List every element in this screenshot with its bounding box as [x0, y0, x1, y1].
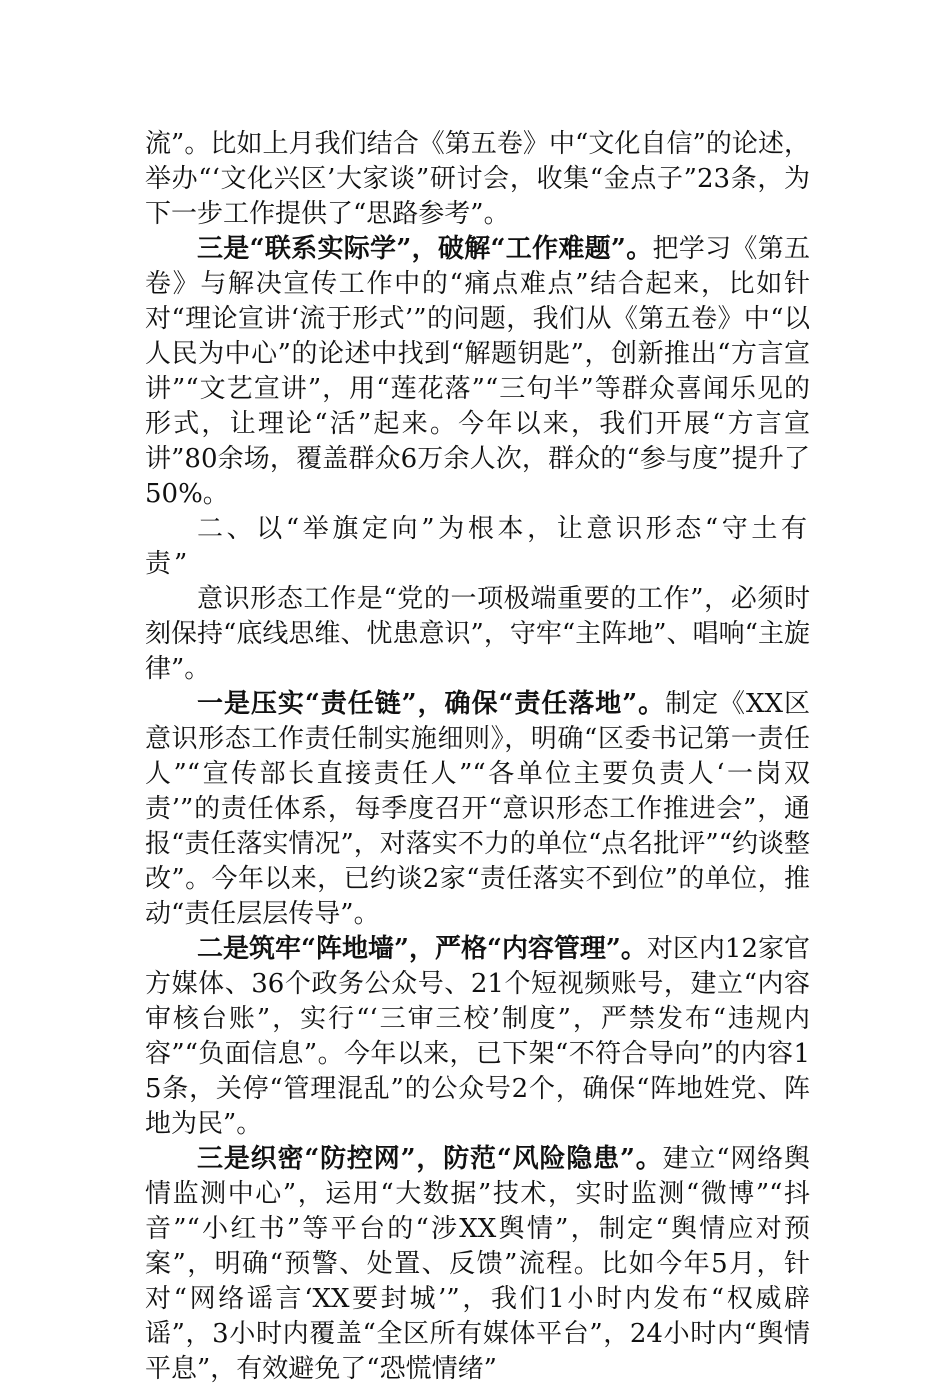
paragraph-2-bold-lead: 三是“联系实际学”，破解“工作难题”。 [197, 234, 653, 264]
paragraph-1-text: 流”。比如上月我们结合《第五卷》中“文化自信”的论述，举办“‘文化兴区’大家谈”研讨会，收集“金点子”23条，为下一步工作提供了“思路参考”。 [145, 129, 810, 229]
paragraph-5-text: 制定《XX区意识形态工作责任制实施细则》，明确“区委书记第一责任人”“宣传部长直接责任人”“各单位主要负责人‘一岗双责’”的责任体系，每季度召开“意识形态工作推进会”，通报“责任落实情况”，对落实不力的单位“点名批评”“约谈整改”。今年以来，已约谈2家“责任落实不到位”的单位，推动“责任层层传导”。 [145, 689, 810, 929]
paragraph-6-text: 对区内12家官方媒体、36个政务公众号、21个短视频账号，建立“内容审核台账”，实行“‘三审三校’制度”，严禁发布“违规内容”“负面信息”。今年以来，已下架“不符合导向”的内容15条，关停“管理混乱”的公众号2个，确保“阵地姓党、阵地为民”。 [145, 934, 810, 1139]
section-heading-2 [145, 512, 810, 582]
paragraph-4 [145, 582, 810, 687]
paragraph-6 [145, 932, 810, 1142]
section-heading-2-text: 二、以“举旗定向”为根本，让意识形态“守土有责” [145, 514, 810, 579]
paragraph-4-text: 意识形态工作是“党的一项极端重要的工作”，必须时刻保持“底线思维、忧患意识”，守牢“主阵地”、唱响“主旋律”。 [145, 584, 810, 684]
paragraph-2-text: 把学习《第五卷》与解决宣传工作中的“痛点难点”结合起来，比如针对“理论宣讲‘流于形式’”的问题，我们从《第五卷》中“以人民为中心”的论述中找到“解题钥匙”，创新推出“方言宣讲”“文艺宣讲”，用“莲花落”“三句半”等群众喜闻乐见的形式，让理论“活”起来。今年以来，我们开展“方言宣讲”80余场，覆盖群众6万余人次，群众的“参与度”提升了50%。 [145, 234, 810, 509]
paragraph-1 [145, 127, 810, 232]
paragraph-5-bold-lead: 一是压实“责任链”，确保“责任落地”。 [197, 689, 666, 719]
paragraph-7-bold-lead: 三是织密“防控网”，防范“风险隐患”。 [197, 1144, 663, 1174]
document-page [145, 127, 810, 1387]
paragraph-2 [145, 232, 810, 512]
paragraph-6-bold-lead: 二是筑牢“阵地墙”，严格“内容管理”。 [197, 934, 647, 964]
paragraph-5 [145, 687, 810, 932]
paragraph-7 [145, 1142, 810, 1387]
paragraph-7-text: 建立“网络舆情监测中心”，运用“大数据”技术，实时监测“微博”“抖音”“小红书”等平台的“涉XX舆情”，制定“舆情应对预案”，明确“预警、处置、反馈”流程。比如今年5月，针对“网络谣言‘XX要封城’”，我们1小时内发布“权威辟谣”，3小时内覆盖“全区所有媒体平台”，24小时内“舆情平息”，有效避免了“恐慌情绪” [145, 1144, 810, 1384]
